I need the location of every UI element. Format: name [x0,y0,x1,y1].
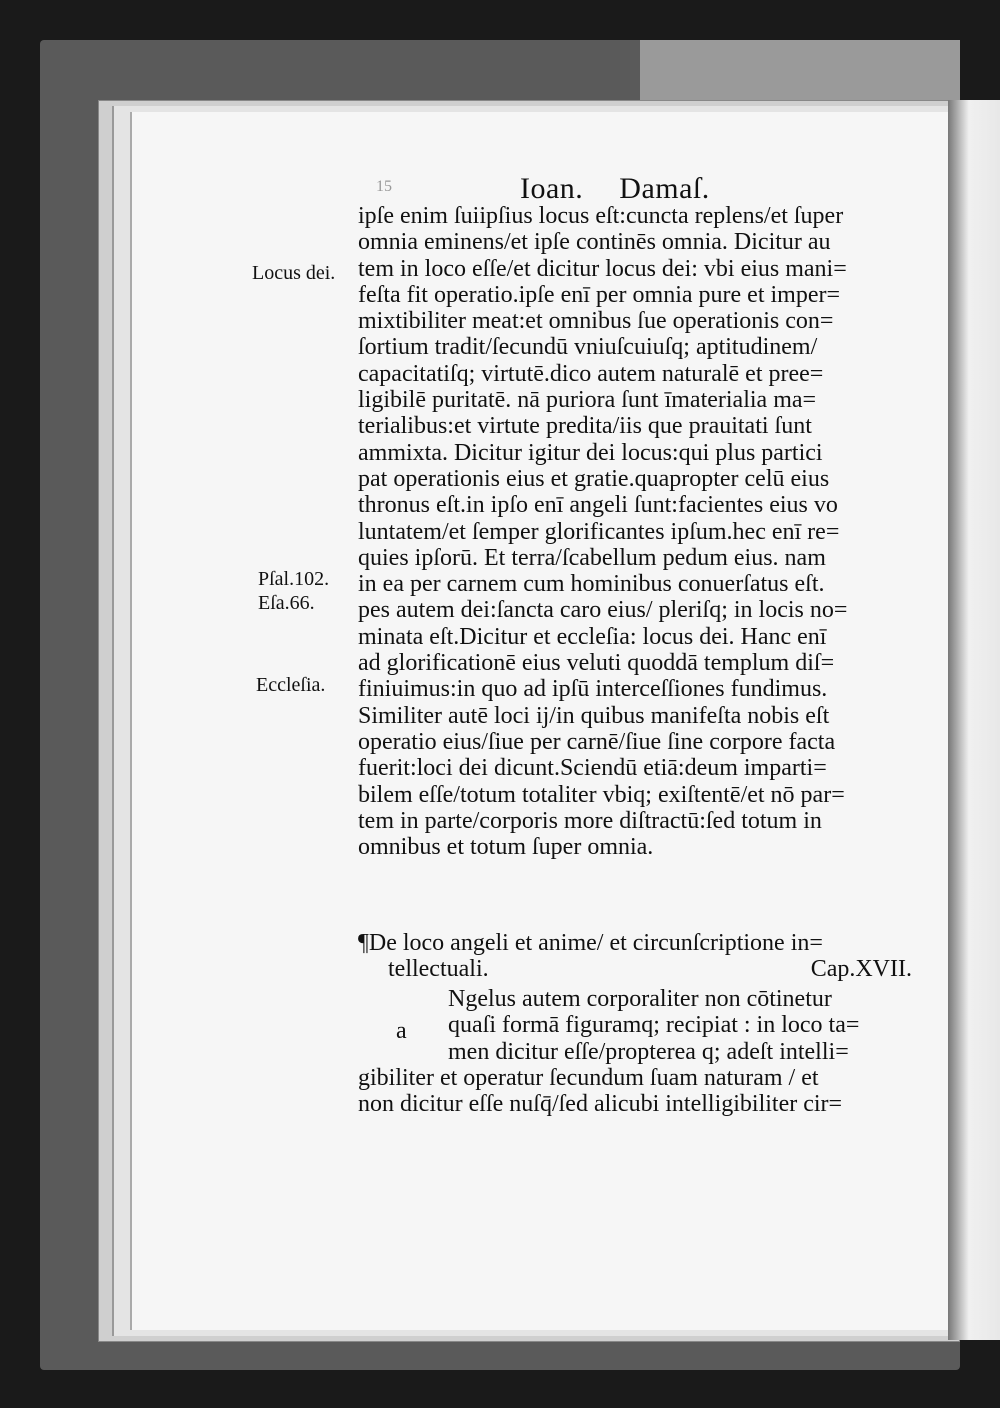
body-text [358,203,912,860]
margin-note-esa: Eſa.66. [258,592,315,614]
running-head: Ioan. Damaſ. [520,172,710,205]
text-line: Ngelus autem corporaliter non cōtinetur [448,986,832,1012]
text-line: mixtibiliter meat:et omnibus ſue operationis con= [358,308,834,335]
text-line: ad glorificationē eius veluti quoddā templum diſ= [358,650,835,677]
text-line: minata eſt.Dicitur et eccleſia: locus dei. Hanc enī [358,623,827,650]
text-line: luntatem/et ſemper glorificantes ipſum.hec enī re= [358,518,840,545]
text-line: ammixta. Dicitur igitur dei locus:qui plus partici [358,439,823,466]
facing-page-edge [948,100,1000,1340]
text-line: fuerit:loci dei dicunt.Sciendū etiā:deum imparti= [358,755,827,782]
text-line: finiuimus:in quo ad ipſū interceſſiones fundimus. [358,676,828,703]
text-line: pat operationis eius et gratie.quapropter celū eius [358,465,830,492]
text-line: terialibus:et virtute predita/iis que prauitati ſunt [358,413,812,440]
text-line: tem in loco eſſe/et dicitur locus dei: vbi eius mani= [358,255,847,282]
chapter-heading-line2: tellectuali. [388,956,489,983]
text-line: quaſi formā figuramq; recipiat : in loco ta= [448,1012,860,1039]
text-line: pes autem dei:ſancta caro eius/ pleriſq; in locis no= [358,597,848,624]
text-line: gibiliter et operatur ſecundum ſuam naturam / et [358,1064,819,1091]
text-line: ſortium tradit/ſecundū vniuſcuiuſq; aptitudinem/ [358,334,818,361]
text-line: operatio eius/ſiue per carnē/ſiue ſine corpore facta [358,728,836,755]
text-line: in ea per carnem cum hominibus conuerſatus eſt. [358,571,825,598]
chapter-heading-line1: ¶De loco angeli et anime/ et circunſcriptione in= [358,930,823,956]
text-line: omnia eminens/et ipſe continēs omnia. Dicitur au [358,229,831,256]
folio-number: 15 [376,178,392,195]
margin-note-ecclesia: Eccleſia. [256,674,326,696]
text-line: quies ipſorū. Et terra/ſcabellum pedum eius. nam [358,544,826,571]
text-line: capacitatiſq; virtutē.dico autem naturalē et pree= [358,360,824,387]
text-line: feſta fit operatio.ipſe enī per omnia pure et imper= [358,281,841,308]
text-line: ligibilē puritatē. nā puriora ſunt īmaterialia ma= [358,387,817,414]
chapter-heading [358,930,912,983]
text-line: tem in parte/corporis more diſtractū:ſed totum in [358,807,822,834]
initial-letter: a [396,1018,407,1044]
chapter-text [358,986,912,1117]
text-line: Similiter autē loci ij/in quibus manifeſta nobis eſt [358,702,830,729]
text-line: bilem eſſe/totum totaliter vbiq; exiſtentē/et nō par= [358,781,845,808]
text-line: ipſe enim ſuiipſius locus eſt:cuncta replens/et ſuper [358,203,844,229]
text-line: men dicitur eſſe/propterea q; adeſt intelli= [448,1038,849,1065]
chapter-number: Cap.XVII. [810,956,912,982]
text-line: thronus eſt.in ipſo enī angeli ſunt:facientes eius vo [358,492,838,519]
text-line: omnibus et totum ſuper omnia. [358,834,654,861]
margin-note-locus-dei: Locus dei. [252,262,336,284]
text-line: non dicitur eſſe nuſq̄/ſed alicubi intelligibiliter cir= [358,1091,843,1118]
margin-note-psal: Pſal.102. [258,568,330,590]
